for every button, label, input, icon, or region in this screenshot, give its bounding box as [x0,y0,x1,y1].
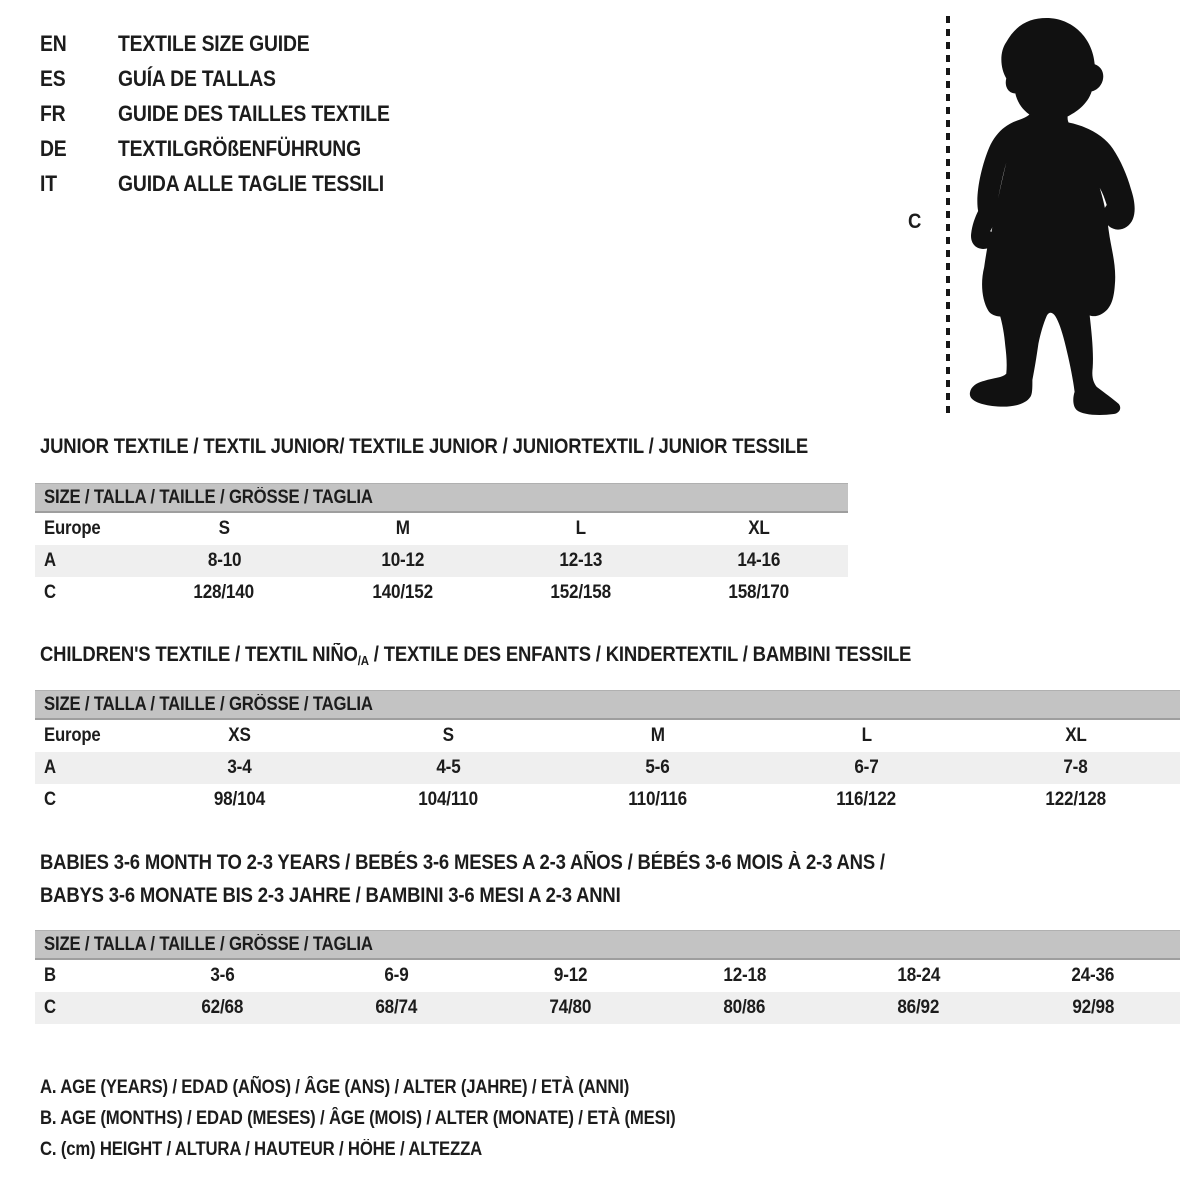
value-cell-text: 5-6 [645,757,670,778]
value-cell-text: 18-24 [897,965,941,986]
table-row-height-cm [35,784,1180,816]
value-cell-text: 62/68 [201,997,244,1018]
language-title-text: GUÍA DE TALLAS [118,65,276,91]
language-title [118,31,336,57]
row-label-text: Europe [44,725,101,746]
value-cell-text: 104/110 [418,789,479,810]
value-cell [832,965,1006,987]
value-cell [670,550,848,572]
size-cell-text: M [395,518,410,539]
language-code [40,31,118,57]
row-label-text: A [44,757,56,778]
value-cell [135,789,344,811]
size-cell-text: S [442,725,455,746]
language-row [40,26,427,61]
value-cell [344,789,553,811]
size-cell-text: XL [748,518,770,539]
value-cell-text: 24-36 [1071,965,1115,986]
row-label [35,518,135,540]
value-cell [670,582,848,604]
value-cell-text: 6-9 [384,965,409,986]
value-cell [1006,997,1180,1019]
language-title-text: TEXTILE SIZE GUIDE [118,30,310,56]
language-code [40,66,118,92]
size-header-bar [35,690,1180,720]
section-title-junior [40,436,913,458]
value-cell-text: 4-5 [436,757,461,778]
row-label [35,965,135,987]
language-title [118,101,427,127]
children-title-post: / TEXTILE DES ENFANTS / KINDERTEXTIL / BAMBINI TESSILE [368,643,912,666]
size-header-bar [35,930,1180,960]
section-title-babies-line1-text: BABIES 3-6 MONTH TO 2-3 YEARS / BEBÉS 3-6 MESES A 2-3 AÑOS / BÉBÉS 3-6 MOIS À 2-3 ANS / [40,851,885,874]
row-label [35,550,135,572]
value-cell [135,965,309,987]
value-cell [971,757,1180,779]
value-cell-text: 98/104 [213,789,266,810]
row-label-text: Europe [44,518,101,539]
table-row-age-months [35,960,1180,992]
value-cell-text: 3-4 [227,757,252,778]
value-cell-text: 8-10 [207,550,241,571]
size-cell [971,725,1180,747]
babies-size-table [35,930,1180,1024]
row-label-text: B [44,965,56,986]
value-cell [344,757,553,779]
row-label [35,757,135,779]
value-cell-text: 110/116 [628,789,687,810]
legend [40,1072,762,1165]
value-cell [135,582,313,604]
language-title [118,66,297,92]
value-cell [762,757,971,779]
children-title-pre: CHILDREN'S TEXTILE / TEXTIL NIÑO [40,643,358,666]
value-cell-text: 158/170 [728,582,790,603]
value-cell [658,965,832,987]
value-cell-text: 122/128 [1045,789,1106,810]
value-cell [492,582,670,604]
size-header-text: SIZE / TALLA / TAILLE / GRÖSSE / TAGLIA [44,693,373,715]
size-cell [135,518,313,540]
size-cell-text: XS [228,725,251,746]
language-title [118,136,394,162]
language-title-text: TEXTILGRÖßENFÜHRUNG [118,135,361,161]
size-cell-text: M [650,725,665,746]
section-title-babies-line2 [40,885,700,907]
children-size-table [35,690,1180,816]
value-cell [483,997,657,1019]
value-cell [971,789,1180,811]
legend-line-a-text: A. AGE (YEARS) / EDAD (AÑOS) / ÂGE (ANS) / ALTER (JAHRE) / ETÀ (ANNI) [40,1076,630,1098]
value-cell [762,789,971,811]
value-cell-text: 74/80 [549,997,592,1018]
value-cell [313,582,491,604]
value-cell [309,997,483,1019]
size-cell-text: S [218,518,230,539]
value-cell [1006,965,1180,987]
table-row-height-cm [35,992,1180,1024]
row-label [35,582,135,604]
value-cell-text: 3-6 [209,965,235,986]
value-cell-text: 10-12 [380,550,424,571]
language-row [40,166,427,201]
value-cell [135,757,344,779]
row-label [35,997,135,1019]
language-row [40,131,427,166]
legend-line-c-text: C. (cm) HEIGHT / ALTURA / HAUTEUR / HÖHE / ALTEZZA [40,1138,483,1160]
language-title [118,171,420,197]
size-cell [553,725,762,747]
size-cell [492,518,670,540]
value-cell-text: 12-18 [723,965,766,986]
row-label-text: C [44,582,56,603]
size-cell-text: L [575,518,586,539]
value-cell [309,965,483,987]
toddler-silhouette-path [970,18,1135,415]
language-code [40,136,118,162]
value-cell-text: 9-12 [553,965,588,986]
language-title-text: GUIDA ALLE TAGLIE TESSILI [118,170,384,196]
size-header-text: SIZE / TALLA / TAILLE / GRÖSSE / TAGLIA [44,486,373,508]
value-cell [832,997,1006,1019]
legend-line-a [40,1072,762,1103]
language-row [40,96,427,131]
value-cell-text: 80/86 [723,997,766,1018]
value-cell-text: 152/158 [550,582,611,603]
value-cell [135,550,313,572]
language-code [40,101,118,127]
section-title-babies-line2-text: BABYS 3-6 MONATE BIS 2-3 JAHRE / BAMBINI 3-6 MESI A 2-3 ANNI [40,884,621,907]
legend-line-c [40,1134,762,1165]
row-label-text: C [44,789,56,810]
size-cell [670,518,848,540]
table-row-height-cm [35,577,848,609]
height-measure-label-text: C [908,210,922,233]
height-measure-label [908,210,923,234]
value-cell [553,757,762,779]
language-row [40,61,427,96]
table-row-age-years [35,545,848,577]
table-row-europe [35,513,848,545]
language-title-text: GUIDE DES TAILLES TEXTILE [118,100,390,126]
value-cell-text: 92/98 [1071,997,1114,1018]
size-cell-text: L [861,725,872,746]
value-cell-text: 7-8 [1063,757,1088,778]
section-title-children-text [40,644,911,672]
value-cell-text: 140/152 [372,582,433,603]
junior-size-table [35,483,848,609]
value-cell [483,965,657,987]
size-cell [313,518,491,540]
section-title-junior-text: JUNIOR TEXTILE / TEXTIL JUNIOR/ TEXTILE JUNIOR / JUNIORTEXTIL / JUNIOR TESSILE [40,435,809,458]
value-cell-text: 14-16 [737,550,781,571]
value-cell-text: 12-13 [559,550,603,571]
value-cell-text: 128/140 [193,582,255,603]
size-cell-text: XL [1064,725,1087,746]
legend-line-b-text: B. AGE (MONTHS) / EDAD (MESES) / ÂGE (MOIS) / ALTER (MONATE) / ETÀ (MESI) [40,1107,676,1129]
row-label-text: C [44,997,56,1018]
value-cell [492,550,670,572]
value-cell-text: 68/74 [375,997,418,1018]
language-code-text: ES [40,65,66,91]
size-header-bar [35,483,848,513]
language-code-text: DE [40,135,67,161]
size-cell [762,725,971,747]
value-cell-text: 116/122 [836,789,897,810]
language-code-text: FR [40,100,66,126]
language-title-list [40,26,427,201]
size-cell [344,725,553,747]
language-code-text: IT [40,170,57,196]
section-title-babies-line1 [40,852,1000,874]
height-measure-dashed-line [946,16,950,414]
value-cell [553,789,762,811]
row-label-text: A [44,550,56,571]
table-row-europe [35,720,1180,752]
language-code-text: EN [40,30,67,56]
row-label [35,789,135,811]
language-code [40,171,118,197]
size-cell [135,725,344,747]
legend-line-b [40,1103,762,1134]
table-row-age-years [35,752,1180,784]
row-label [35,725,135,747]
value-cell [313,550,491,572]
value-cell [658,997,832,1019]
value-cell-text: 86/92 [897,997,940,1018]
value-cell [135,997,309,1019]
size-header-text: SIZE / TALLA / TAILLE / GRÖSSE / TAGLIA [44,933,373,955]
value-cell-text: 6-7 [854,757,879,778]
children-title-subscript: /A [357,653,369,668]
section-title-children [40,644,1030,672]
toddler-silhouette-icon [958,14,1148,416]
